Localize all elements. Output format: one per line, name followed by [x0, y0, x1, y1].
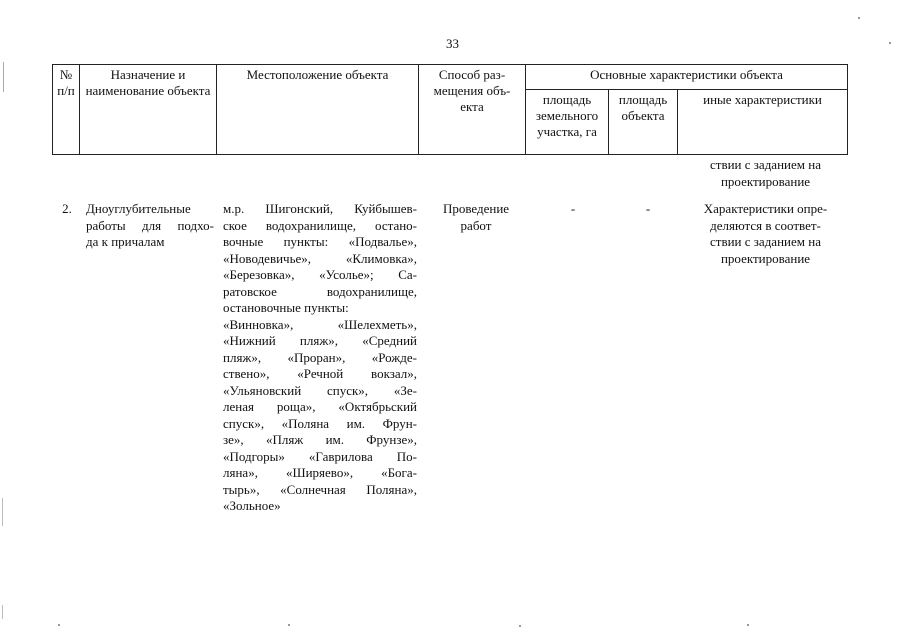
location-line: спуск», «Поляна им. Фрун-: [223, 415, 417, 431]
scan-speck: [747, 624, 749, 626]
name-line: да к причалам: [86, 234, 165, 249]
header-method: Способ раз-мещения объ-екта: [419, 65, 526, 155]
row-land-area: -: [570, 201, 576, 216]
table-header: [52, 64, 848, 155]
header-num: № п/п: [53, 65, 80, 155]
continuation-line: ствии с заданием на: [710, 157, 821, 172]
page-number: 33: [446, 36, 459, 51]
other-line: проектирование: [720, 250, 811, 266]
scan-speck: [288, 624, 290, 626]
name-line: Дноуглубительные: [86, 201, 191, 216]
continuation-line: проектирование: [720, 174, 811, 189]
row-number: 2.: [62, 201, 72, 216]
location-line: «Винновка», «Шелехметь»,: [223, 316, 417, 332]
location-line: м.р. Шигонский, Куйбышев-: [223, 201, 417, 216]
header-location: Местоположение объекта: [217, 65, 419, 155]
location-line: «Зольное»: [223, 498, 281, 513]
location-line: «Новодевичье», «Климовка»,: [223, 250, 417, 266]
method-line: работ: [460, 217, 492, 233]
location-line: «Подгоры» «Гаврилова По-: [223, 448, 417, 464]
scan-speck: [2, 498, 3, 526]
scan-speck: [519, 625, 521, 627]
header-purpose: Назначение и наименование объекта: [80, 65, 217, 155]
other-line: Характеристики опре-: [703, 201, 828, 216]
location-line: ратовское водохранилище,: [223, 283, 417, 299]
location-line: тырь», «Солнечная Поляна»,: [223, 481, 417, 497]
location-line: ляна», «Ширяево», «Бога-: [223, 465, 417, 480]
other-line: деляются в соответ-: [710, 217, 821, 233]
continuation-text: [683, 156, 848, 190]
location-line: ствено», «Речной вокзал»,: [223, 366, 417, 381]
location-line: зе», «Пляж им. Фрунзе»,: [223, 432, 417, 447]
location-line: остановочные пункты:: [223, 300, 349, 315]
header-object-area: площадь объекта: [609, 90, 678, 155]
row-object-area: -: [645, 201, 651, 216]
row-name: [86, 201, 214, 251]
location-line: «Березовка», «Усолье»; Са-: [223, 267, 417, 282]
location-line: «Нижний пляж», «Средний: [223, 333, 417, 348]
location-line: вочные пункты: «Подвалье»,: [223, 234, 417, 249]
location-line: ское водохранилище, остано-: [223, 217, 417, 233]
row-location: [223, 201, 417, 515]
scan-speck: [858, 17, 860, 19]
location-line: «Ульяновский спуск», «Зе-: [223, 382, 417, 398]
row-other-characteristics: [683, 201, 848, 267]
row-method: [424, 201, 528, 234]
scan-speck: [889, 42, 891, 44]
scan-speck: [3, 62, 4, 92]
scan-speck: [2, 605, 3, 619]
scan-speck: [58, 624, 60, 626]
location-line: леная роща», «Октябрьский: [223, 399, 417, 414]
header-characteristics: Основные характеристики объекта: [526, 65, 848, 90]
header-land-area: площадь земельного участка, га: [526, 90, 609, 155]
location-line: пляж», «Проран», «Рожде-: [223, 349, 417, 365]
name-line: работы для подхо-: [86, 217, 214, 233]
method-line: Проведение: [442, 201, 510, 216]
other-line: ствии с заданием на: [710, 234, 821, 249]
header-other: иные характеристики: [678, 90, 848, 155]
